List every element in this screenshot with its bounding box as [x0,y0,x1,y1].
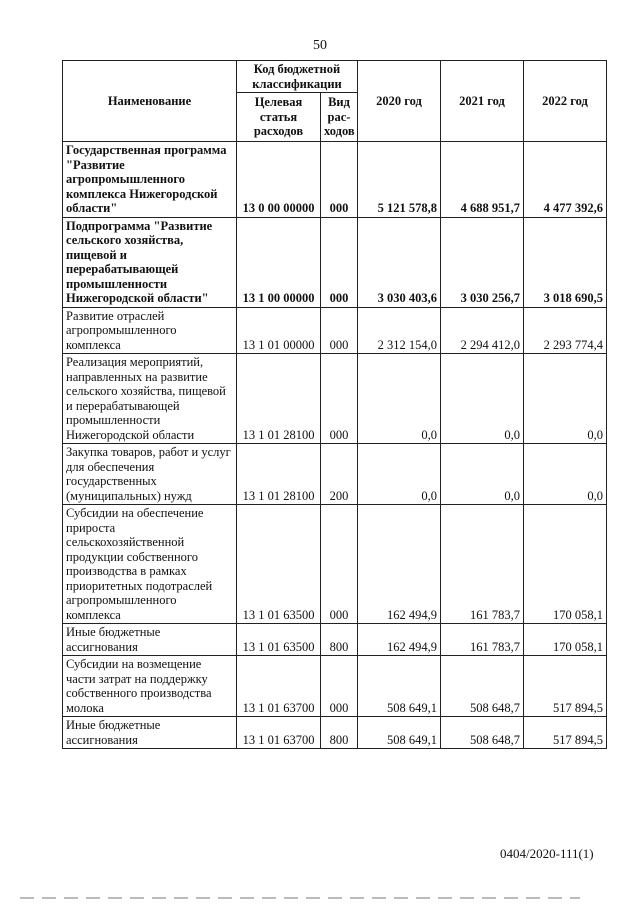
row-value-2021-cell: 3 030 256,7 [441,217,524,307]
budget-table [62,60,607,749]
table-row [63,354,607,444]
row-value-2020-cell: 2 312 154,0 [358,307,441,354]
scan-artifact-line [20,897,580,899]
table-row [63,217,607,307]
header-year-2022: 2022 год [524,61,607,142]
header-year-2021: 2021 год [441,61,524,142]
row-value-2021-cell: 161 783,7 [441,624,524,656]
row-value-2021-cell: 0,0 [441,354,524,444]
row-name-cell: Субсидии на обеспечение прироста сельскохозяйственной продукции собственного производства в рамках приоритетных подотраслей агропромышленного комплекса [63,505,237,624]
table-row [63,656,607,717]
row-value-2021-cell: 0,0 [441,444,524,505]
document-code: 0404/2020-111(1) [500,846,594,861]
row-value-2022-cell: 3 018 690,5 [524,217,607,307]
row-target-article-cell: 13 1 01 28100 [237,354,321,444]
row-expense-type-cell: 200 [321,444,358,505]
header-code-group: Код бюджетной классификации [237,61,358,93]
row-value-2022-cell: 4 477 392,6 [524,142,607,218]
row-value-2021-cell: 508 648,7 [441,656,524,717]
row-value-2022-cell: 517 894,5 [524,656,607,717]
row-name-cell: Закупка товаров, работ и услуг для обеспечения государственных (муниципальных) нужд [63,444,237,505]
header-expense-type: Вид рас-ходов [321,93,358,142]
row-name-cell: Подпрограмма "Развитие сельского хозяйства, пищевой и перерабатывающей промышленности Нижегородской области" [63,217,237,307]
table-row [63,717,607,749]
row-value-2022-cell: 170 058,1 [524,505,607,624]
row-value-2020-cell: 162 494,9 [358,624,441,656]
row-target-article-cell: 13 1 01 63700 [237,717,321,749]
row-value-2021-cell: 4 688 951,7 [441,142,524,218]
page-number: 50 [313,38,327,53]
row-value-2020-cell: 0,0 [358,354,441,444]
row-expense-type-cell: 000 [321,217,358,307]
row-value-2020-cell: 0,0 [358,444,441,505]
row-value-2022-cell: 517 894,5 [524,717,607,749]
header-name: Наименование [63,61,237,142]
row-value-2022-cell: 170 058,1 [524,624,607,656]
row-value-2020-cell: 508 649,1 [358,717,441,749]
row-value-2022-cell: 0,0 [524,444,607,505]
header-target-article: Целевая статья расходов [237,93,321,142]
row-value-2020-cell: 162 494,9 [358,505,441,624]
row-name-cell: Субсидии на возмещение части затрат на поддержку собственного производства молока [63,656,237,717]
table-row [63,624,607,656]
row-name-cell: Иные бюджетные ассигнования [63,717,237,749]
row-value-2020-cell: 3 030 403,6 [358,217,441,307]
row-expense-type-cell: 000 [321,142,358,218]
table-row [63,444,607,505]
header-year-2020: 2020 год [358,61,441,142]
row-target-article-cell: 13 1 01 63500 [237,505,321,624]
row-target-article-cell: 13 1 01 00000 [237,307,321,354]
table-row [63,505,607,624]
row-expense-type-cell: 800 [321,717,358,749]
row-expense-type-cell: 000 [321,505,358,624]
row-target-article-cell: 13 1 01 63500 [237,624,321,656]
row-value-2022-cell: 0,0 [524,354,607,444]
row-name-cell: Государственная программа "Развитие агропромышленного комплекса Нижегородской области" [63,142,237,218]
row-value-2022-cell: 2 293 774,4 [524,307,607,354]
row-value-2021-cell: 2 294 412,0 [441,307,524,354]
row-expense-type-cell: 000 [321,354,358,444]
row-value-2020-cell: 508 649,1 [358,656,441,717]
row-target-article-cell: 13 0 00 00000 [237,142,321,218]
table-body [63,142,607,749]
row-name-cell: Иные бюджетные ассигнования [63,624,237,656]
row-name-cell: Развитие отраслей агропромышленного комплекса [63,307,237,354]
row-value-2020-cell: 5 121 578,8 [358,142,441,218]
row-name-cell: Реализация мероприятий, направленных на развитие сельского хозяйства, пищевой и перерабатывающей промышленности Нижегородской области [63,354,237,444]
row-expense-type-cell: 000 [321,307,358,354]
table-row [63,142,607,218]
row-expense-type-cell: 000 [321,656,358,717]
table-row [63,307,607,354]
row-target-article-cell: 13 1 01 28100 [237,444,321,505]
row-target-article-cell: 13 1 00 00000 [237,217,321,307]
row-value-2021-cell: 161 783,7 [441,505,524,624]
row-value-2021-cell: 508 648,7 [441,717,524,749]
table-header [63,61,607,142]
row-target-article-cell: 13 1 01 63700 [237,656,321,717]
row-expense-type-cell: 800 [321,624,358,656]
